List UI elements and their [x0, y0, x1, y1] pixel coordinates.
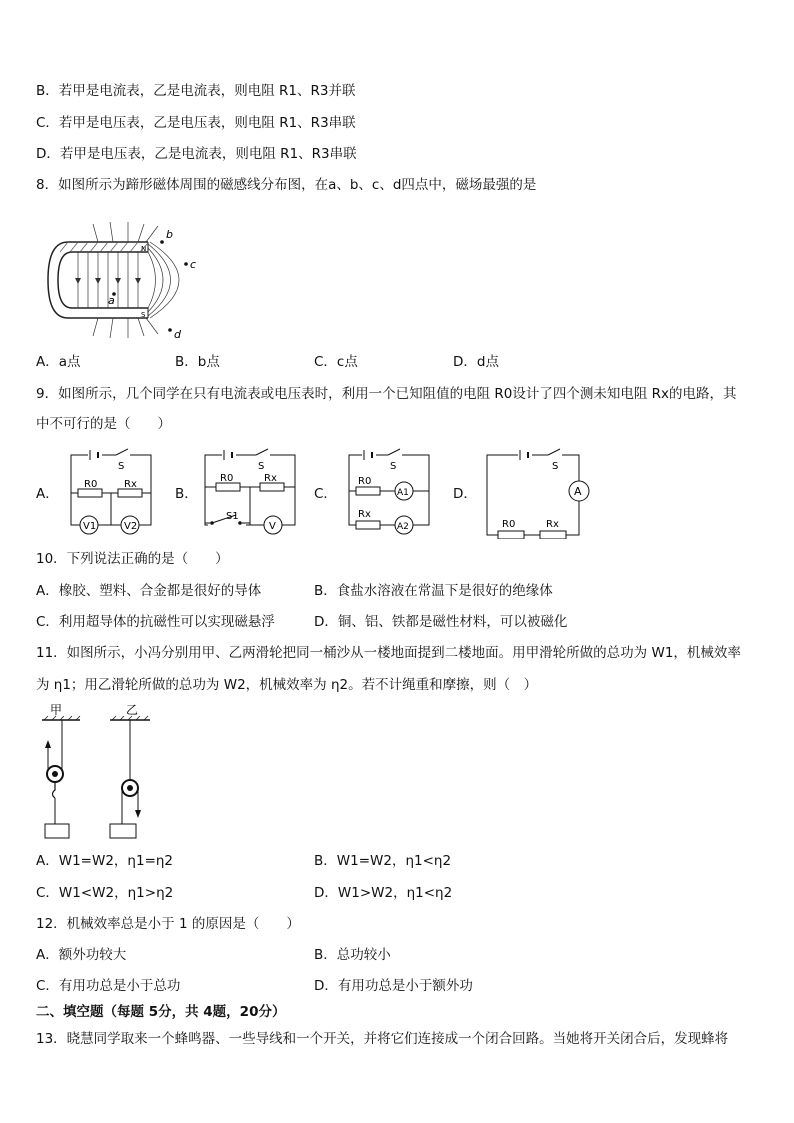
- q12-option-c: C．有用功总是小于总功: [36, 978, 181, 994]
- switch-label: S: [552, 461, 559, 472]
- point-d-label: d: [174, 328, 181, 341]
- q9-circuit-c: [344, 447, 434, 535]
- point-b-label: b: [166, 228, 173, 241]
- q12-option-b: B．总功较小: [314, 947, 391, 963]
- q7-option-d: D．若甲是电压表，乙是电流表，则电阻 R1、R3串联: [36, 146, 357, 162]
- ammeter-a-label: A: [574, 485, 582, 498]
- q11-stem-line1: 11．如图所示，小冯分别用甲、乙两滑轮把同一桶沙从一楼地面提到二楼地面。用甲滑轮所做的总功为 W1，机械效率: [36, 645, 741, 661]
- q9-circuit-a: [66, 447, 156, 535]
- r0-label: R0: [84, 479, 98, 490]
- rx-label: Rx: [358, 509, 371, 520]
- q10-option-d: D．铜、铝、铁都是磁性材料，可以被磁化: [314, 614, 568, 630]
- q12-option-d: D．有用功总是小于额外功: [314, 978, 473, 994]
- q8-option-b: B．b点: [175, 354, 220, 370]
- rx-label: Rx: [546, 519, 559, 530]
- switch-label: S: [258, 461, 265, 472]
- q11-option-c: C．W1<W2，η1>η2: [36, 885, 174, 901]
- pulley-figure: [40, 700, 170, 840]
- q11-option-a: A．W1=W2，η1=η2: [36, 853, 174, 869]
- q8-option-c: C．c点: [314, 354, 358, 370]
- q9-label-c: C．: [314, 486, 337, 502]
- rx-label: Rx: [124, 479, 137, 490]
- switch-label: S: [118, 461, 125, 472]
- q9-label-d: D．: [453, 486, 477, 502]
- q8-option-d: D．d点: [453, 354, 499, 370]
- horseshoe-magnet-figure: [38, 222, 218, 342]
- q7-option-c: C．若甲是电压表，乙是电压表，则电阻 R1、R3串联: [36, 115, 356, 131]
- ammeter-a1-label: A1: [397, 488, 409, 498]
- r0-label: R0: [220, 473, 234, 484]
- q10-option-a: A．橡胶、塑料、合金都是很好的导体: [36, 583, 262, 599]
- switch-label: S: [390, 461, 397, 472]
- pole-s-label: S: [141, 311, 146, 319]
- q10-option-c: C．利用超导体的抗磁性可以实现磁悬浮: [36, 614, 275, 630]
- q9-circuit-b: [200, 447, 300, 535]
- q11-stem-line2: 为 η1；用乙滑轮所做的总功为 W2，机械效率为 η2。若不计绳重和摩擦，则（ ）: [36, 677, 538, 693]
- point-c-label: c: [190, 258, 197, 271]
- switch-s1-label: S1: [226, 511, 239, 522]
- pole-n-label: N: [141, 245, 147, 253]
- q8-option-a: A．a点: [36, 354, 81, 370]
- section-heading: 二、填空题（每题 5分，共 4题，20分）: [36, 1004, 286, 1020]
- ammeter-a2-label: A2: [397, 522, 409, 532]
- q10-stem: 10．下列说法正确的是（ ）: [36, 551, 229, 567]
- voltmeter-v2-label: V2: [124, 521, 138, 532]
- q10-option-b: B．食盐水溶液在常温下是很好的绝缘体: [314, 583, 553, 599]
- q11-option-b: B．W1=W2，η1<η2: [314, 853, 452, 869]
- r0-label: R0: [502, 519, 516, 530]
- pulley-jia-label: 甲: [50, 703, 63, 717]
- q9-stem-line2: 中不可行的是（ ）: [36, 416, 171, 432]
- q7-option-b: B．若甲是电流表，乙是电流表，则电阻 R1、R3并联: [36, 83, 356, 99]
- r0-label: R0: [358, 476, 372, 487]
- q9-label-a: A．: [36, 486, 59, 502]
- q8-stem: 8．如图所示为蹄形磁体周围的磁感线分布图，在a、b、c、d四点中，磁场最强的是: [36, 177, 537, 193]
- voltmeter-v1-label: V1: [83, 521, 97, 532]
- q9-label-b: B．: [175, 486, 198, 502]
- rx-label: Rx: [264, 473, 277, 484]
- q9-stem-line1: 9．如图所示，几个同学在只有电流表或电压表时，利用一个已知阻值的电阻 R0设计了四个测未知电阻 Rx的电路，其: [36, 386, 737, 402]
- q13-stem: 13．晓慧同学取来一个蜂鸣器、一些导线和一个开关，并将它们连接成一个闭合回路。当她将开关闭合后，发现蜂将: [36, 1031, 729, 1047]
- q12-option-a: A．额外功较大: [36, 947, 127, 963]
- voltmeter-v-label: V: [269, 521, 276, 532]
- q11-option-d: D．W1>W2，η1<η2: [314, 885, 453, 901]
- pulley-yi-label: 乙: [126, 703, 139, 717]
- q12-stem: 12．机械效率总是小于 1 的原因是（ ）: [36, 916, 300, 932]
- q9-circuit-d: [482, 447, 602, 539]
- point-a-label: a: [108, 294, 115, 307]
